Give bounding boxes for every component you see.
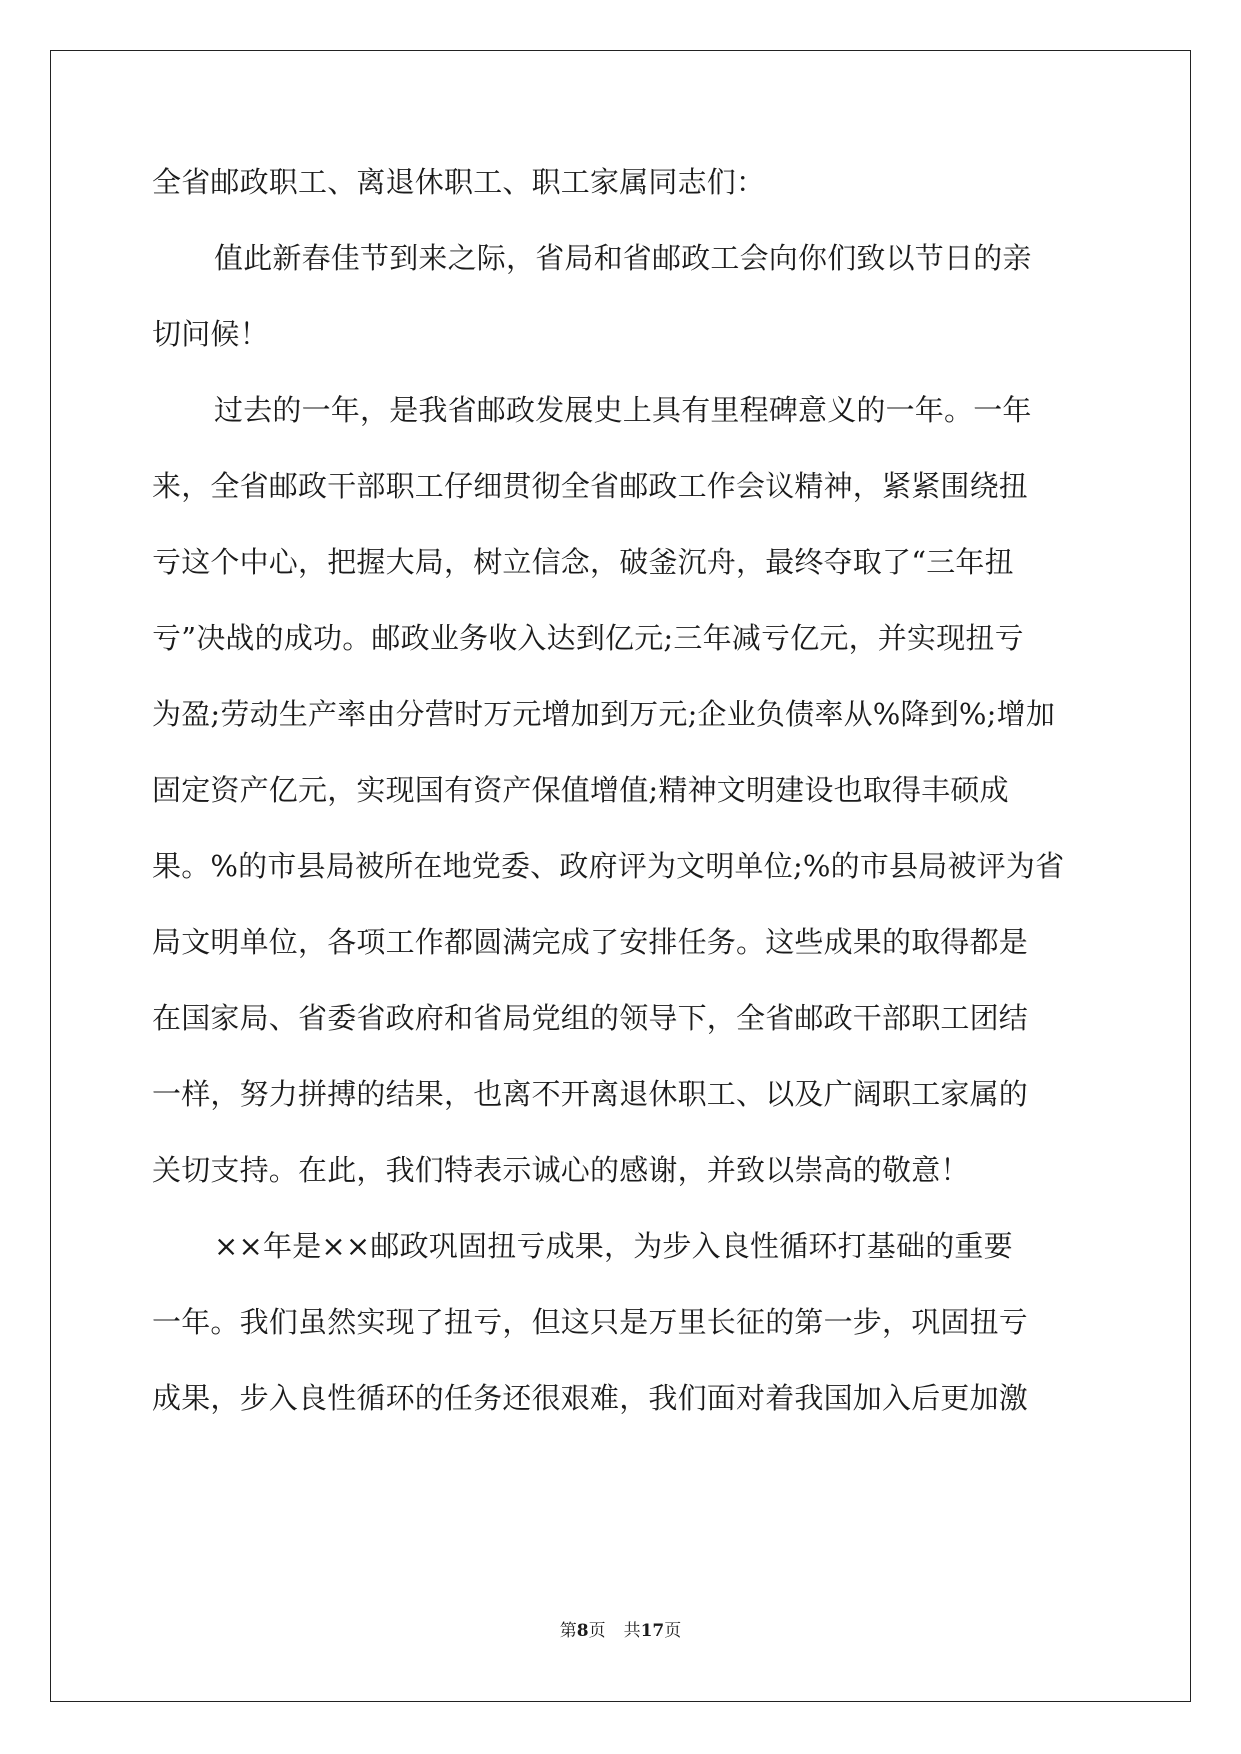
page-footer [0,1620,1241,1642]
paragraph-2-line-4: 亏”决战的成功。邮政业务收入达到亿元;三年减亏亿元，并实现扭亏 [152,621,1024,655]
paragraph-2-line-11: 关切支持。在此，我们特表示诚心的感谢，并致以崇高的敬意！ [152,1153,970,1187]
paragraph-2-line-3: 亏这个中心，把握大局，树立信念，破釜沉舟，最终夺取了“三年扭 [152,545,1014,579]
paragraph-1-line-2: 切问候！ [152,317,269,351]
paragraph-2-line-1: 过去的一年，是我省邮政发展史上具有里程碑意义的一年。一年 [214,393,1032,427]
salutation: 全省邮政职工、离退休职工、职工家属同志们： [152,165,766,199]
total-suffix: 页 [664,1621,682,1641]
page-total-number: 17 [640,1621,665,1641]
paragraph-3-line-2: 一年。我们虽然实现了扭亏，但这只是万里长征的第一步，巩固扭亏 [152,1305,1029,1339]
paragraph-2-line-8: 局文明单位，各项工作都圆满完成了安排任务。这些成果的取得都是 [152,925,1029,959]
paragraph-2-line-2: 来，全省邮政干部职工仔细贯彻全省邮政工作会议精神，紧紧围绕扭 [152,469,1029,503]
paragraph-2-line-5: 为盈;劳动生产率由分营时万元增加到万元;企业负债率从%降到%;增加 [152,697,1056,731]
paragraph-3-line-3: 成果，步入良性循环的任务还很艰难，我们面对着我国加入后更加激 [152,1381,1029,1415]
page-prefix: 第 [559,1621,577,1641]
paragraph-2-line-6: 固定资产亿元，实现国有资产保值增值;精神文明建设也取得丰硕成 [152,773,1009,807]
paragraph-3-line-1: ××年是××邮政巩固扭亏成果，为步入良性循环打基础的重要 [214,1229,1013,1263]
page-current-number: 8 [576,1621,589,1641]
paragraph-1-line-1: 值此新春佳节到来之际，省局和省邮政工会向你们致以节日的亲 [214,241,1032,275]
paragraph-2-line-10: 一样，努力拼搏的结果，也离不开离退休职工、以及广阔职工家属的 [152,1077,1029,1111]
paragraph-2-line-9: 在国家局、省委省政府和省局党组的领导下，全省邮政干部职工团结 [152,1001,1029,1035]
total-prefix: 共 [623,1621,641,1641]
paragraph-2-line-7: 果。%的市县局被所在地党委、政府评为文明单位;%的市县局被评为省 [152,849,1065,883]
page-suffix: 页 [588,1621,606,1641]
